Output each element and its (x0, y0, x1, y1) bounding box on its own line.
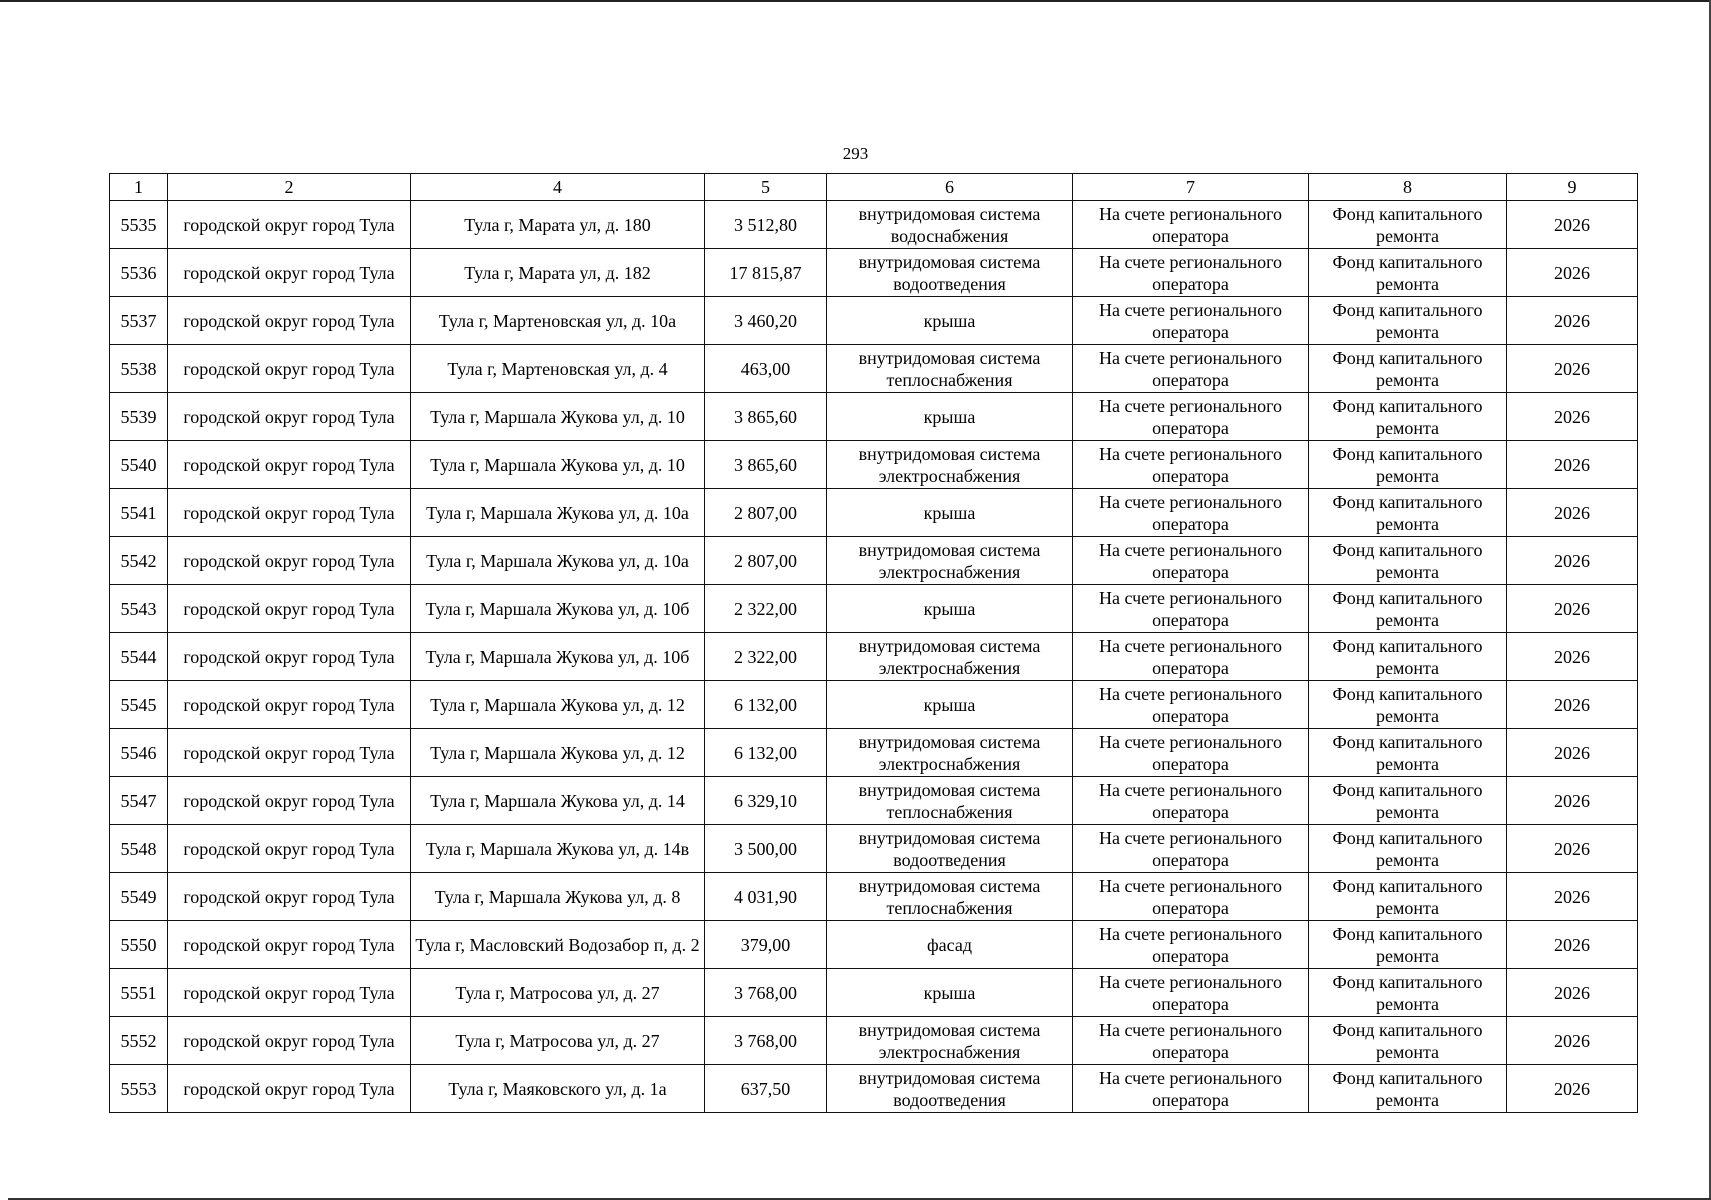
table-row (110, 921, 1638, 969)
address-cell: Тула г, Мартеновская ул, д. 4 (411, 345, 705, 393)
address-cell: Тула г, Маршала Жукова ул, д. 8 (411, 873, 705, 921)
area-cell: 3 865,60 (705, 393, 827, 441)
work-type-cell: внутридомовая система водоснабжения (827, 201, 1073, 249)
area-cell: 3 768,00 (705, 1017, 827, 1065)
account-cell: На счете регионального оператора (1073, 633, 1309, 681)
district-cell: городской округ город Тула (168, 201, 411, 249)
column-header: 8 (1309, 174, 1507, 201)
year-cell: 2026 (1507, 969, 1638, 1017)
account-cell: На счете регионального оператора (1073, 249, 1309, 297)
area-cell: 3 768,00 (705, 969, 827, 1017)
year-cell: 2026 (1507, 297, 1638, 345)
row-number-cell: 5551 (110, 969, 168, 1017)
funding-cell: Фонд капитального ремонта (1309, 1017, 1507, 1065)
work-type-cell: внутридомовая система электроснабжения (827, 441, 1073, 489)
column-header: 9 (1507, 174, 1638, 201)
column-header: 2 (168, 174, 411, 201)
year-cell: 2026 (1507, 633, 1638, 681)
funding-cell: Фонд капитального ремонта (1309, 873, 1507, 921)
district-cell: городской округ город Тула (168, 585, 411, 633)
funding-cell: Фонд капитального ремонта (1309, 1065, 1507, 1113)
year-cell: 2026 (1507, 825, 1638, 873)
address-cell: Тула г, Маршала Жукова ул, д. 14в (411, 825, 705, 873)
account-cell: На счете регионального оператора (1073, 729, 1309, 777)
funding-cell: Фонд капитального ремонта (1309, 393, 1507, 441)
district-cell: городской округ город Тула (168, 489, 411, 537)
address-cell: Тула г, Маршала Жукова ул, д. 10 (411, 441, 705, 489)
address-cell: Тула г, Маршала Жукова ул, д. 14 (411, 777, 705, 825)
row-number-cell: 5542 (110, 537, 168, 585)
address-cell: Тула г, Маршала Жукова ул, д. 10а (411, 489, 705, 537)
address-cell: Тула г, Маршала Жукова ул, д. 12 (411, 729, 705, 777)
work-type-cell: внутридомовая система электроснабжения (827, 633, 1073, 681)
area-cell: 6 132,00 (705, 729, 827, 777)
account-cell: На счете регионального оператора (1073, 585, 1309, 633)
row-number-cell: 5537 (110, 297, 168, 345)
year-cell: 2026 (1507, 777, 1638, 825)
area-cell: 637,50 (705, 1065, 827, 1113)
year-cell: 2026 (1507, 489, 1638, 537)
district-cell: городской округ город Тула (168, 1017, 411, 1065)
address-cell: Тула г, Матросова ул, д. 27 (411, 969, 705, 1017)
account-cell: На счете регионального оператора (1073, 441, 1309, 489)
table-row (110, 681, 1638, 729)
year-cell: 2026 (1507, 873, 1638, 921)
table-row (110, 1065, 1638, 1113)
address-cell: Тула г, Маршала Жукова ул, д. 10а (411, 537, 705, 585)
funding-cell: Фонд капитального ремонта (1309, 633, 1507, 681)
work-type-cell: внутридомовая система водоотведения (827, 1065, 1073, 1113)
district-cell: городской округ город Тула (168, 297, 411, 345)
district-cell: городской округ город Тула (168, 249, 411, 297)
row-number-cell: 5535 (110, 201, 168, 249)
row-number-cell: 5538 (110, 345, 168, 393)
table-row (110, 441, 1638, 489)
year-cell: 2026 (1507, 729, 1638, 777)
row-number-cell: 5539 (110, 393, 168, 441)
row-number-cell: 5547 (110, 777, 168, 825)
row-number-cell: 5544 (110, 633, 168, 681)
work-type-cell: внутридомовая система водоотведения (827, 825, 1073, 873)
district-cell: городской округ город Тула (168, 921, 411, 969)
work-type-cell: крыша (827, 585, 1073, 633)
table-row (110, 777, 1638, 825)
work-type-cell: внутридомовая система электроснабжения (827, 729, 1073, 777)
area-cell: 2 807,00 (705, 537, 827, 585)
work-type-cell: внутридомовая система теплоснабжения (827, 873, 1073, 921)
year-cell: 2026 (1507, 681, 1638, 729)
work-type-cell: внутридомовая система теплоснабжения (827, 777, 1073, 825)
address-cell: Тула г, Маршала Жукова ул, д. 10 (411, 393, 705, 441)
table-row (110, 393, 1638, 441)
work-type-cell: внутридомовая система теплоснабжения (827, 345, 1073, 393)
area-cell: 2 322,00 (705, 585, 827, 633)
row-number-cell: 5552 (110, 1017, 168, 1065)
column-header: 5 (705, 174, 827, 201)
table-row (110, 297, 1638, 345)
year-cell: 2026 (1507, 393, 1638, 441)
district-cell: городской округ город Тула (168, 969, 411, 1017)
address-cell: Тула г, Маршала Жукова ул, д. 10б (411, 633, 705, 681)
account-cell: На счете регионального оператора (1073, 489, 1309, 537)
year-cell: 2026 (1507, 1065, 1638, 1113)
account-cell: На счете регионального оператора (1073, 681, 1309, 729)
column-header: 6 (827, 174, 1073, 201)
year-cell: 2026 (1507, 201, 1638, 249)
account-cell: На счете регионального оператора (1073, 297, 1309, 345)
funding-cell: Фонд капитального ремонта (1309, 777, 1507, 825)
account-cell: На счете регионального оператора (1073, 921, 1309, 969)
funding-cell: Фонд капитального ремонта (1309, 585, 1507, 633)
area-cell: 4 031,90 (705, 873, 827, 921)
row-number-cell: 5536 (110, 249, 168, 297)
year-cell: 2026 (1507, 921, 1638, 969)
district-cell: городской округ город Тула (168, 345, 411, 393)
address-cell: Тула г, Маршала Жукова ул, д. 12 (411, 681, 705, 729)
work-type-cell: крыша (827, 489, 1073, 537)
table-row (110, 633, 1638, 681)
account-cell: На счете регионального оператора (1073, 777, 1309, 825)
work-type-cell: крыша (827, 681, 1073, 729)
area-cell: 2 807,00 (705, 489, 827, 537)
year-cell: 2026 (1507, 537, 1638, 585)
district-cell: городской округ город Тула (168, 729, 411, 777)
district-cell: городской округ город Тула (168, 777, 411, 825)
account-cell: На счете регионального оператора (1073, 393, 1309, 441)
account-cell: На счете регионального оператора (1073, 969, 1309, 1017)
year-cell: 2026 (1507, 345, 1638, 393)
area-cell: 463,00 (705, 345, 827, 393)
area-cell: 6 329,10 (705, 777, 827, 825)
address-cell: Тула г, Мартеновская ул, д. 10а (411, 297, 705, 345)
row-number-cell: 5548 (110, 825, 168, 873)
funding-cell: Фонд капитального ремонта (1309, 729, 1507, 777)
address-cell: Тула г, Масловский Водозабор п, д. 2 (411, 921, 705, 969)
account-cell: На счете регионального оператора (1073, 1065, 1309, 1113)
account-cell: На счете регионального оператора (1073, 1017, 1309, 1065)
district-cell: городской округ город Тула (168, 825, 411, 873)
funding-cell: Фонд капитального ремонта (1309, 537, 1507, 585)
page-number: 293 (842, 144, 869, 163)
district-cell: городской округ город Тула (168, 441, 411, 489)
funding-cell: Фонд капитального ремонта (1309, 441, 1507, 489)
funding-cell: Фонд капитального ремонта (1309, 681, 1507, 729)
district-cell: городской округ город Тула (168, 393, 411, 441)
work-type-cell: внутридомовая система электроснабжения (827, 1017, 1073, 1065)
table-row (110, 249, 1638, 297)
year-cell: 2026 (1507, 249, 1638, 297)
row-number-cell: 5540 (110, 441, 168, 489)
header-row (110, 174, 1638, 201)
address-cell: Тула г, Марата ул, д. 182 (411, 249, 705, 297)
account-cell: На счете регионального оператора (1073, 537, 1309, 585)
account-cell: На счете регионального оператора (1073, 345, 1309, 393)
table-row (110, 537, 1638, 585)
column-header: 4 (411, 174, 705, 201)
district-cell: городской округ город Тула (168, 873, 411, 921)
table-row (110, 969, 1638, 1017)
funding-cell: Фонд капитального ремонта (1309, 969, 1507, 1017)
address-cell: Тула г, Матросова ул, д. 27 (411, 1017, 705, 1065)
area-cell: 6 132,00 (705, 681, 827, 729)
funding-cell: Фонд капитального ремонта (1309, 249, 1507, 297)
address-cell: Тула г, Маршала Жукова ул, д. 10б (411, 585, 705, 633)
work-type-cell: фасад (827, 921, 1073, 969)
area-cell: 2 322,00 (705, 633, 827, 681)
funding-cell: Фонд капитального ремонта (1309, 297, 1507, 345)
table-row (110, 201, 1638, 249)
area-cell: 3 512,80 (705, 201, 827, 249)
table-row (110, 873, 1638, 921)
work-type-cell: крыша (827, 297, 1073, 345)
year-cell: 2026 (1507, 1017, 1638, 1065)
row-number-cell: 5545 (110, 681, 168, 729)
area-cell: 3 865,60 (705, 441, 827, 489)
work-type-cell: крыша (827, 969, 1073, 1017)
area-cell: 379,00 (705, 921, 827, 969)
district-cell: городской округ город Тула (168, 681, 411, 729)
district-cell: городской округ город Тула (168, 1065, 411, 1113)
table-row (110, 489, 1638, 537)
table-row (110, 585, 1638, 633)
work-type-cell: крыша (827, 393, 1073, 441)
address-cell: Тула г, Марата ул, д. 180 (411, 201, 705, 249)
row-number-cell: 5541 (110, 489, 168, 537)
funding-cell: Фонд капитального ремонта (1309, 921, 1507, 969)
address-cell: Тула г, Маяковского ул, д. 1а (411, 1065, 705, 1113)
scan-top-border (0, 0, 1711, 2)
table-row (110, 345, 1638, 393)
row-number-cell: 5546 (110, 729, 168, 777)
work-type-cell: внутридомовая система водоотведения (827, 249, 1073, 297)
row-number-cell: 5543 (110, 585, 168, 633)
area-cell: 3 460,20 (705, 297, 827, 345)
area-cell: 3 500,00 (705, 825, 827, 873)
table-row (110, 825, 1638, 873)
account-cell: На счете регионального оператора (1073, 201, 1309, 249)
district-cell: городской округ город Тула (168, 537, 411, 585)
account-cell: На счете регионального оператора (1073, 825, 1309, 873)
capital-repair-table (109, 173, 1638, 1113)
funding-cell: Фонд капитального ремонта (1309, 825, 1507, 873)
funding-cell: Фонд капитального ремонта (1309, 489, 1507, 537)
area-cell: 17 815,87 (705, 249, 827, 297)
table-row (110, 1017, 1638, 1065)
funding-cell: Фонд капитального ремонта (1309, 201, 1507, 249)
year-cell: 2026 (1507, 585, 1638, 633)
row-number-cell: 5549 (110, 873, 168, 921)
account-cell: На счете регионального оператора (1073, 873, 1309, 921)
row-number-cell: 5550 (110, 921, 168, 969)
row-number-cell: 5553 (110, 1065, 168, 1113)
district-cell: городской округ город Тула (168, 633, 411, 681)
column-header: 1 (110, 174, 168, 201)
column-header: 7 (1073, 174, 1309, 201)
work-type-cell: внутридомовая система электроснабжения (827, 537, 1073, 585)
table-row (110, 729, 1638, 777)
year-cell: 2026 (1507, 441, 1638, 489)
funding-cell: Фонд капитального ремонта (1309, 345, 1507, 393)
